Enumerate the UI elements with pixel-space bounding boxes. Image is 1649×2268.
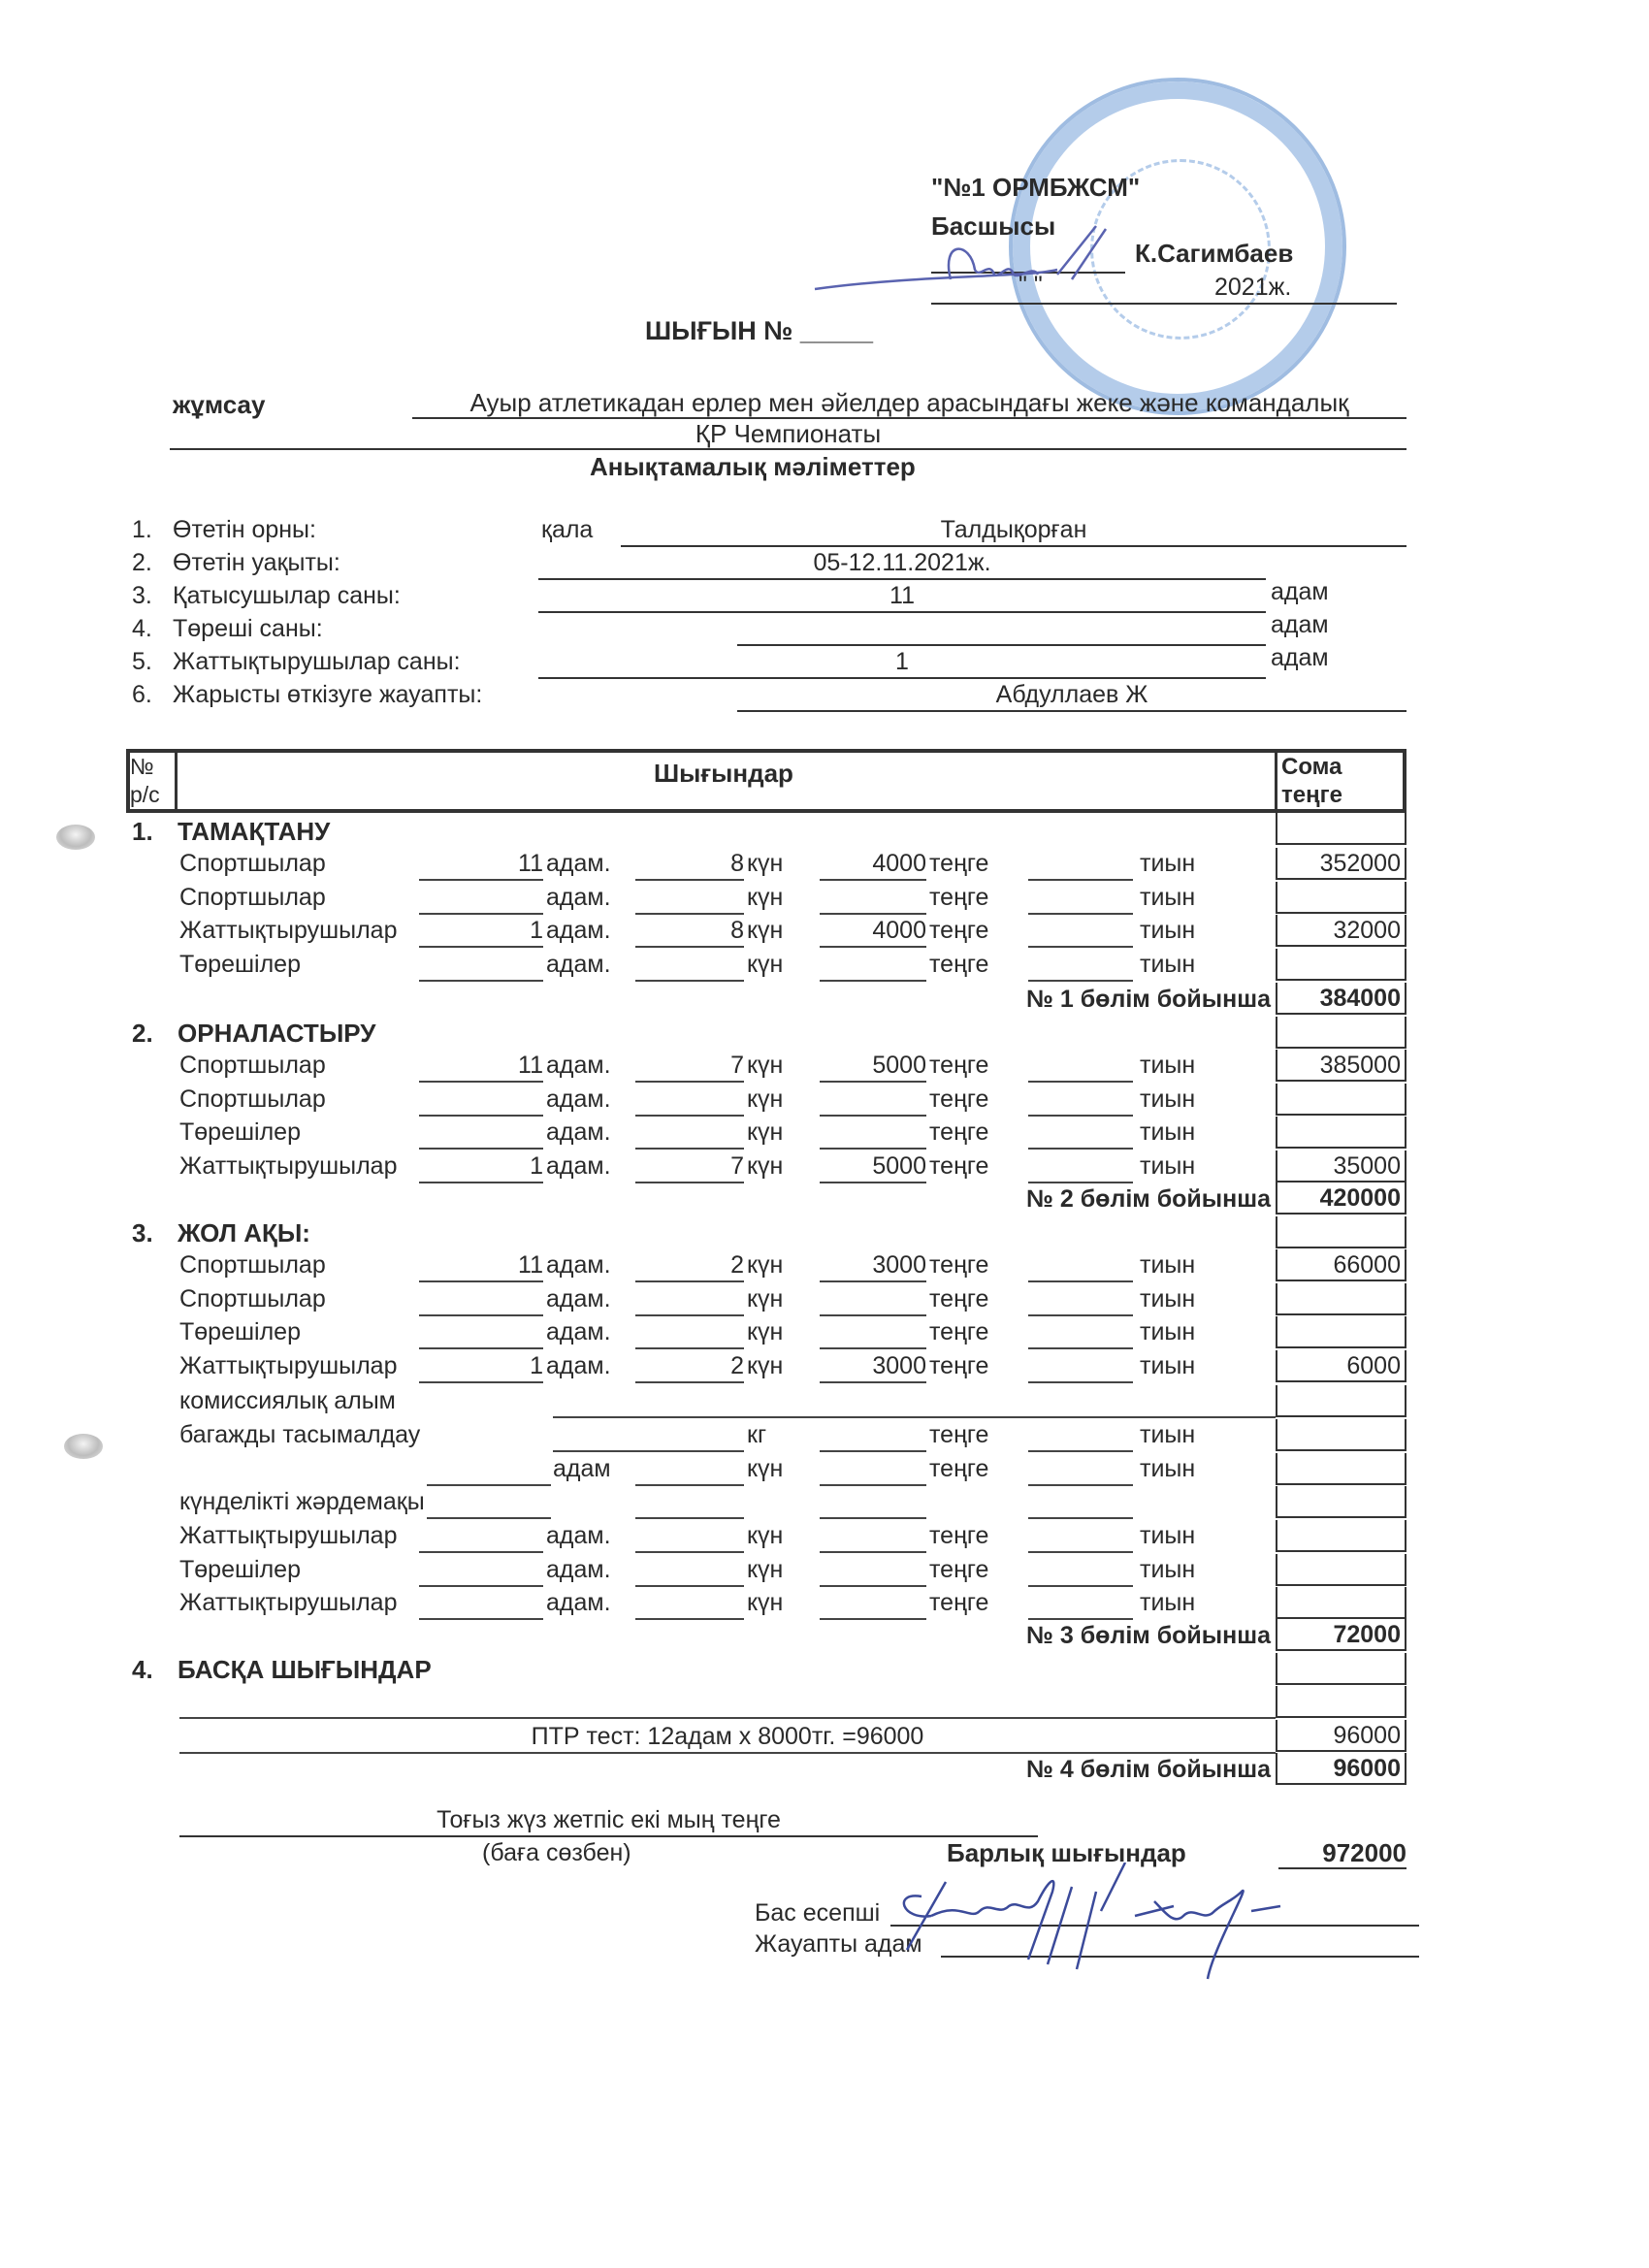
section-num: 3. bbox=[132, 1218, 153, 1247]
unit-tenge: теңге bbox=[929, 1085, 989, 1113]
subtotal-label: № 2 бөлім бойынша bbox=[1026, 1185, 1271, 1213]
amount-cell bbox=[1276, 1486, 1406, 1518]
header-num-line2: р/с bbox=[130, 782, 160, 807]
section-num: 2. bbox=[132, 1019, 153, 1048]
amount-cell: 32000 bbox=[1276, 915, 1406, 947]
unit-days: күн bbox=[747, 1152, 784, 1180]
days-field[interactable] bbox=[635, 1522, 744, 1553]
unit-kg: кг bbox=[747, 1421, 767, 1448]
unit-people: адам. bbox=[546, 1556, 611, 1583]
row-label: Төрешілер bbox=[179, 1556, 301, 1583]
unit-days: күн bbox=[747, 1285, 784, 1312]
reference-suffix: адам bbox=[1271, 611, 1329, 638]
tiyn-field[interactable] bbox=[1028, 1118, 1133, 1150]
people-field[interactable] bbox=[419, 951, 543, 982]
tiyn-field[interactable] bbox=[1028, 884, 1133, 915]
document-title: ШЫҒЫН № _____ bbox=[645, 316, 873, 345]
amount-cell bbox=[1276, 1419, 1406, 1451]
purpose-line-1: Ауыр атлетикадан ерлер мен әйелдер арасындағы жеке және командалық bbox=[412, 388, 1406, 419]
reference-value[interactable]: 1 bbox=[538, 648, 1266, 679]
total-label: Барлық шығындар bbox=[947, 1838, 1186, 1867]
subtotal-label: № 1 бөлім бойынша bbox=[1026, 986, 1271, 1013]
days-field[interactable]: 7 bbox=[635, 1152, 744, 1183]
unit-tenge: теңге bbox=[929, 850, 989, 877]
punch-hole bbox=[64, 1434, 103, 1459]
unit-tiyn: тиын bbox=[1140, 1085, 1196, 1113]
unit-days: күн bbox=[747, 850, 784, 877]
unit-tenge: теңге bbox=[929, 917, 989, 944]
unit-days: күн bbox=[747, 917, 784, 944]
tiyn-field[interactable] bbox=[1028, 951, 1133, 982]
unit-people: адам. bbox=[546, 917, 611, 944]
amount-cell bbox=[1276, 949, 1406, 981]
unit-days: күн bbox=[747, 1589, 784, 1616]
unit-tiyn: тиын bbox=[1140, 1421, 1196, 1448]
unit-days: күн bbox=[747, 1522, 784, 1549]
unit-tiyn: тиын bbox=[1140, 1556, 1196, 1583]
people-field[interactable]: 11 bbox=[419, 1052, 543, 1083]
director-signature bbox=[805, 221, 1174, 299]
row-label: Спортшылар bbox=[179, 1052, 326, 1079]
unit-tenge: теңге bbox=[929, 884, 989, 911]
reference-num: 4. bbox=[132, 615, 152, 642]
daily-allowance-label: күнделікті жәрдемақы bbox=[179, 1488, 425, 1515]
subtotal-amount: 72000 bbox=[1276, 1619, 1406, 1651]
rate-field[interactable] bbox=[820, 1522, 926, 1553]
reference-num: 2. bbox=[132, 549, 152, 576]
purpose-line-2: ҚР Чемпионаты bbox=[170, 419, 1406, 450]
unit-people: адам. bbox=[546, 1085, 611, 1113]
rate-field[interactable]: 3000 bbox=[820, 1352, 926, 1383]
total-words-caption: (баға сөзбен) bbox=[482, 1839, 631, 1866]
header-expenses: Шығындар bbox=[654, 759, 793, 788]
people-field[interactable]: 11 bbox=[419, 1251, 543, 1282]
rate-field[interactable]: 5000 bbox=[820, 1152, 926, 1183]
unit-tenge: теңге bbox=[929, 1421, 989, 1448]
people-field[interactable]: 1 bbox=[419, 1352, 543, 1383]
reference-label: Қатысушылар саны: bbox=[173, 582, 401, 609]
tiyn-field[interactable] bbox=[1028, 917, 1133, 948]
subtotal-amount: 384000 bbox=[1276, 983, 1406, 1015]
punch-hole bbox=[56, 825, 95, 850]
baggage-tiyn-field[interactable] bbox=[1028, 1421, 1133, 1452]
rate-field[interactable] bbox=[820, 1085, 926, 1117]
unit-tiyn: тиын bbox=[1140, 1318, 1196, 1345]
approval-year: 2021ж. bbox=[1214, 274, 1292, 301]
row-label: Төрешілер bbox=[179, 1118, 301, 1146]
daily-blank-field[interactable] bbox=[427, 1488, 551, 1519]
unit-tiyn: тиын bbox=[1140, 917, 1196, 944]
unit-people: адам. bbox=[546, 1152, 611, 1180]
unit-days: күн bbox=[747, 1052, 784, 1079]
people-field[interactable] bbox=[419, 1118, 543, 1150]
reference-label: Өтетін орны: bbox=[173, 516, 316, 543]
days-field[interactable] bbox=[635, 1085, 744, 1117]
people-field[interactable] bbox=[419, 1589, 543, 1620]
unit-people: адам. bbox=[546, 1589, 611, 1616]
people-field[interactable] bbox=[419, 1085, 543, 1117]
rate-field[interactable]: 3000 bbox=[820, 1251, 926, 1282]
header-num-line1: № bbox=[130, 754, 154, 779]
rate-field[interactable] bbox=[820, 951, 926, 982]
unit-tiyn: тиын bbox=[1140, 884, 1196, 911]
amount-cell: 35000 bbox=[1276, 1150, 1406, 1183]
tiyn-field[interactable] bbox=[1028, 1455, 1133, 1486]
rate-field[interactable] bbox=[820, 1556, 926, 1587]
tiyn-field[interactable] bbox=[1028, 1251, 1133, 1282]
row-label: Спортшылар bbox=[179, 850, 326, 877]
tiyn-field[interactable] bbox=[1028, 1352, 1133, 1383]
header-sum-line1: Сома bbox=[1281, 754, 1342, 780]
unit-people: адам. bbox=[546, 850, 611, 877]
subtotal-amount: 96000 bbox=[1276, 1753, 1406, 1785]
people-field[interactable] bbox=[419, 1556, 543, 1587]
rate-field[interactable] bbox=[820, 1318, 926, 1349]
rate-field[interactable] bbox=[820, 1285, 926, 1316]
unit-tiyn: тиын bbox=[1140, 1522, 1196, 1549]
unit-people: адам bbox=[553, 1455, 611, 1482]
table-header bbox=[126, 749, 1406, 813]
days-field[interactable] bbox=[635, 1455, 744, 1486]
row-label: Жаттықтырушылар bbox=[179, 1589, 398, 1616]
section-num: 4. bbox=[132, 1655, 153, 1684]
unit-tiyn: тиын bbox=[1140, 1455, 1196, 1482]
unit-people: адам. bbox=[546, 951, 611, 978]
people-field[interactable]: 1 bbox=[419, 917, 543, 948]
approval-name: К.Сагимбаев bbox=[1135, 239, 1294, 268]
reference-value[interactable]: 05-12.11.2021ж. bbox=[538, 549, 1266, 580]
reference-value[interactable]: Абдуллаев Ж bbox=[737, 681, 1406, 712]
section-title: БАСҚА ШЫҒЫНДАР bbox=[178, 1655, 432, 1684]
total-value: 972000 bbox=[1278, 1838, 1406, 1869]
days-field[interactable]: 7 bbox=[635, 1052, 744, 1083]
unit-days: күн bbox=[747, 1556, 784, 1583]
row-label: Жаттықтырушылар bbox=[179, 1522, 398, 1549]
daily-blank-field[interactable] bbox=[635, 1488, 744, 1519]
unit-tiyn: тиын bbox=[1140, 1589, 1196, 1616]
approval-date-line bbox=[931, 303, 1397, 305]
responsible-label: Жауапты адам bbox=[755, 1930, 922, 1958]
reference-suffix: адам bbox=[1271, 644, 1329, 671]
subtotal-label: № 4 бөлім бойынша bbox=[1026, 1756, 1271, 1783]
rate-field[interactable]: 4000 bbox=[820, 850, 926, 881]
unit-days: күн bbox=[747, 884, 784, 911]
amount-cell bbox=[1276, 1216, 1406, 1248]
unit-days: күн bbox=[747, 1085, 784, 1113]
unit-people: адам. bbox=[546, 1318, 611, 1345]
row-label: Жаттықтырушылар bbox=[179, 1152, 398, 1180]
days-field[interactable]: 8 bbox=[635, 917, 744, 948]
purpose-label: жұмсау bbox=[173, 390, 266, 419]
daily-blank-field[interactable] bbox=[820, 1488, 926, 1519]
reference-label: Төреші саны: bbox=[173, 615, 323, 642]
amount-cell bbox=[1276, 1316, 1406, 1348]
reference-label: Өтетін уақыты: bbox=[173, 549, 340, 576]
people-field[interactable] bbox=[419, 1318, 543, 1349]
unit-tiyn: тиын bbox=[1140, 850, 1196, 877]
days-field[interactable]: 2 bbox=[635, 1251, 744, 1282]
amount-cell bbox=[1276, 1283, 1406, 1315]
header-sum-line2: теңге bbox=[1281, 782, 1342, 808]
unit-tiyn: тиын bbox=[1140, 1285, 1196, 1312]
section-title: ЖОЛ АҚЫ: bbox=[178, 1218, 310, 1247]
days-field[interactable] bbox=[635, 1556, 744, 1587]
unit-tenge: теңге bbox=[929, 1052, 989, 1079]
unit-people: адам. bbox=[546, 884, 611, 911]
tiyn-field[interactable] bbox=[1028, 1589, 1133, 1620]
unit-people: адам. bbox=[546, 1251, 611, 1279]
amount-cell bbox=[1276, 1686, 1406, 1718]
people-field[interactable]: 1 bbox=[419, 1152, 543, 1183]
days-field[interactable] bbox=[635, 884, 744, 915]
amount-cell bbox=[1276, 1520, 1406, 1552]
unit-people: адам. bbox=[546, 1118, 611, 1146]
unit-tiyn: тиын bbox=[1140, 951, 1196, 978]
tiyn-field[interactable] bbox=[1028, 1522, 1133, 1553]
days-field[interactable] bbox=[635, 1285, 744, 1316]
unit-days: күн bbox=[747, 1118, 784, 1146]
reference-prefix: қала bbox=[541, 516, 594, 543]
reference-num: 5. bbox=[132, 648, 152, 675]
people-field[interactable] bbox=[419, 1285, 543, 1316]
amount-cell bbox=[1276, 1017, 1406, 1049]
unit-people: адам. bbox=[546, 1352, 611, 1379]
chief-accountant-label: Бас есепші bbox=[755, 1899, 881, 1927]
people-field[interactable] bbox=[419, 1522, 543, 1553]
tiyn-field[interactable] bbox=[1028, 1285, 1133, 1316]
people-field[interactable] bbox=[427, 1455, 551, 1486]
days-field[interactable] bbox=[635, 1318, 744, 1349]
tiyn-field[interactable] bbox=[1028, 1085, 1133, 1117]
row-label: Спортшылар bbox=[179, 1251, 326, 1279]
reference-suffix: адам bbox=[1271, 578, 1329, 605]
amount-cell bbox=[1276, 1587, 1406, 1619]
unit-people: адам. bbox=[546, 1285, 611, 1312]
unit-tenge: теңге bbox=[929, 1251, 989, 1279]
days-field[interactable]: 2 bbox=[635, 1352, 744, 1383]
amount-cell bbox=[1276, 1117, 1406, 1149]
rate-field[interactable]: 5000 bbox=[820, 1052, 926, 1083]
tiyn-field[interactable] bbox=[1028, 850, 1133, 881]
approval-position: Басшысы bbox=[931, 211, 1056, 241]
amount-cell bbox=[1276, 1084, 1406, 1116]
tiyn-field[interactable] bbox=[1028, 1318, 1133, 1349]
rate-field[interactable] bbox=[820, 1455, 926, 1486]
row-label: Төрешілер bbox=[179, 951, 301, 978]
amount-cell bbox=[1276, 1385, 1406, 1417]
unit-tiyn: тиын bbox=[1140, 1152, 1196, 1180]
total-in-words: Тоғыз жүз жетпіс екі мың теңге bbox=[179, 1806, 1038, 1837]
people-field[interactable]: 11 bbox=[419, 850, 543, 881]
section-title: ТАМАҚТАНУ bbox=[178, 817, 331, 846]
other-expense-row: ПТР тест: 12адам х 8000тг. =96000 bbox=[179, 1723, 1276, 1754]
row-label: Жаттықтырушылар bbox=[179, 1352, 398, 1379]
days-field[interactable] bbox=[635, 1589, 744, 1620]
subtotal-label: № 3 бөлім бойынша bbox=[1026, 1622, 1271, 1649]
reference-num: 1. bbox=[132, 516, 152, 543]
unit-days: күн bbox=[747, 1318, 784, 1345]
commission-label: комиссиялық алым bbox=[179, 1387, 396, 1414]
tiyn-field[interactable] bbox=[1028, 1052, 1133, 1083]
accountant-signature bbox=[863, 1863, 1368, 1989]
amount-cell bbox=[1276, 1554, 1406, 1586]
people-field[interactable] bbox=[419, 884, 543, 915]
section-title: ОРНАЛАСТЫРУ bbox=[178, 1019, 376, 1048]
rate-field[interactable]: 4000 bbox=[820, 917, 926, 948]
days-field[interactable] bbox=[635, 951, 744, 982]
amount-cell bbox=[1276, 1653, 1406, 1685]
unit-days: күн bbox=[747, 1352, 784, 1379]
baggage-rate-field[interactable] bbox=[820, 1421, 926, 1452]
amount-cell: 6000 bbox=[1276, 1350, 1406, 1382]
unit-tenge: теңге bbox=[929, 1285, 989, 1312]
section-num: 1. bbox=[132, 817, 153, 846]
unit-days: күн bbox=[747, 951, 784, 978]
row-label: Спортшылар bbox=[179, 1085, 326, 1113]
commission-field[interactable] bbox=[553, 1387, 1276, 1418]
rate-field[interactable] bbox=[820, 1589, 926, 1620]
unit-tiyn: тиын bbox=[1140, 1352, 1196, 1379]
rate-field[interactable] bbox=[820, 884, 926, 915]
amount-cell: 352000 bbox=[1276, 848, 1406, 880]
other-expenses-blank-line[interactable] bbox=[179, 1688, 1276, 1719]
approval-org: "№1 ОРМБЖСМ" bbox=[931, 173, 1141, 202]
unit-people: адам. bbox=[546, 1522, 611, 1549]
tiyn-field[interactable] bbox=[1028, 1556, 1133, 1587]
tiyn-field[interactable] bbox=[1028, 1152, 1133, 1183]
reference-value[interactable]: Талдықорған bbox=[621, 516, 1406, 547]
header-sum bbox=[1275, 753, 1409, 809]
rate-field[interactable] bbox=[820, 1118, 926, 1150]
unit-people: адам. bbox=[546, 1052, 611, 1079]
unit-tenge: теңге bbox=[929, 1455, 989, 1482]
row-label: Спортшылар bbox=[179, 1285, 326, 1312]
header-num bbox=[130, 753, 178, 809]
unit-tenge: теңге bbox=[929, 1589, 989, 1616]
row-label: Жаттықтырушылар bbox=[179, 917, 398, 944]
amount-cell bbox=[1276, 813, 1406, 845]
unit-days: күн bbox=[747, 1251, 784, 1279]
reference-num: 6. bbox=[132, 681, 152, 708]
reference-heading: Анықтамалық мәліметтер bbox=[590, 452, 916, 481]
amount-cell bbox=[1276, 1453, 1406, 1485]
unit-tenge: теңге bbox=[929, 1556, 989, 1583]
unit-tenge: теңге bbox=[929, 1352, 989, 1379]
unit-tiyn: тиын bbox=[1140, 1118, 1196, 1146]
reference-num: 3. bbox=[132, 582, 152, 609]
amount-cell bbox=[1276, 882, 1406, 914]
amount-cell: 96000 bbox=[1276, 1720, 1406, 1752]
unit-days: күн bbox=[747, 1455, 784, 1482]
unit-tenge: теңге bbox=[929, 1152, 989, 1180]
days-field[interactable] bbox=[635, 1118, 744, 1150]
approval-date-quotes: " " bbox=[1018, 272, 1043, 299]
reference-label: Жарысты өткізуге жауапты: bbox=[173, 681, 483, 708]
unit-tenge: теңге bbox=[929, 1522, 989, 1549]
row-label: Төрешілер bbox=[179, 1318, 301, 1345]
unit-tiyn: тиын bbox=[1140, 1052, 1196, 1079]
amount-cell: 66000 bbox=[1276, 1249, 1406, 1281]
unit-tiyn: тиын bbox=[1140, 1251, 1196, 1279]
baggage-kg-field[interactable] bbox=[553, 1421, 744, 1452]
subtotal-amount: 420000 bbox=[1276, 1183, 1406, 1215]
baggage-label: багажды тасымалдау bbox=[179, 1421, 421, 1448]
unit-tenge: теңге bbox=[929, 1118, 989, 1146]
reference-label: Жаттықтырушылар саны: bbox=[173, 648, 461, 675]
unit-tenge: теңге bbox=[929, 951, 989, 978]
unit-tenge: теңге bbox=[929, 1318, 989, 1345]
days-field[interactable]: 8 bbox=[635, 850, 744, 881]
amount-cell: 385000 bbox=[1276, 1050, 1406, 1082]
daily-blank-field[interactable] bbox=[1028, 1488, 1133, 1519]
reference-value[interactable]: 11 bbox=[538, 582, 1266, 613]
row-label: Спортшылар bbox=[179, 884, 326, 911]
reference-value[interactable] bbox=[737, 615, 1266, 646]
